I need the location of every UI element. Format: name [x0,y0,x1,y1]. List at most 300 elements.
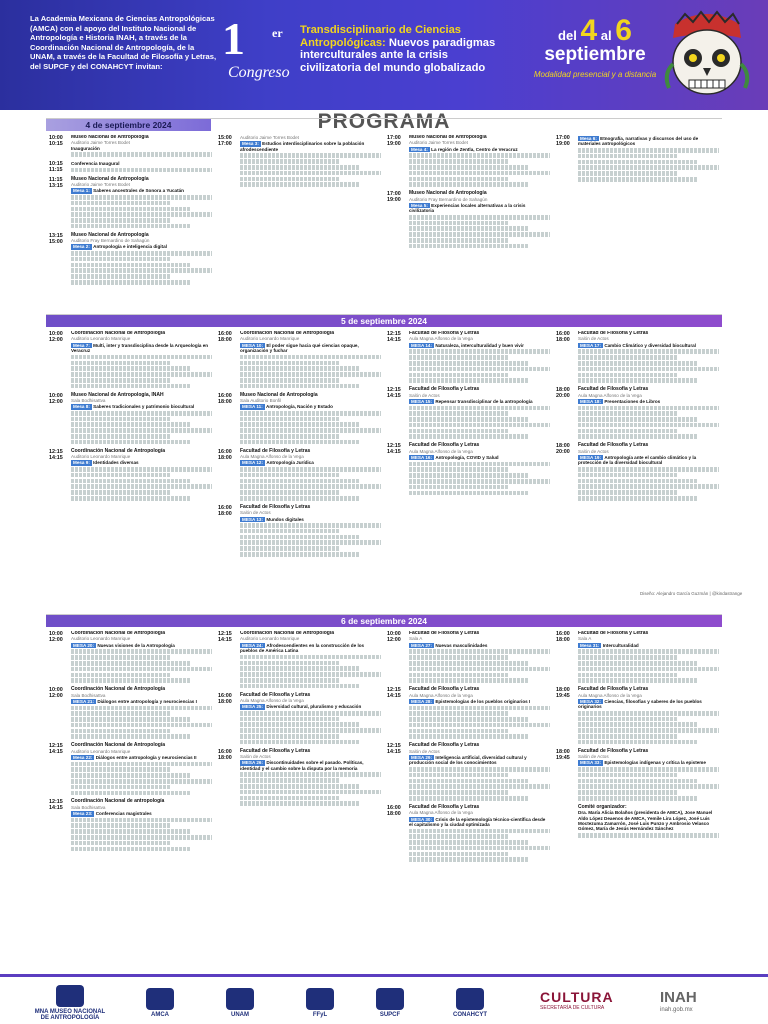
fine-print-line [409,734,529,739]
session-body [409,631,550,684]
fine-print-line [409,177,508,182]
fine-print-line [409,473,529,478]
session-time: 12:15 14:15 [387,331,401,343]
fine-print-line [71,268,212,273]
program-column [384,331,553,561]
program-session [387,743,550,802]
session-body [578,387,719,440]
program-session [49,135,212,158]
fine-print-line [578,490,677,495]
session-body [240,449,381,502]
fine-print-line [240,479,360,484]
mesa-title: Antropología Jurídica [266,460,314,466]
mesa-badge: MESA 24: [242,642,264,648]
day-section-2 [46,314,722,594]
fine-print-line [71,467,212,472]
fine-print-line [578,667,719,672]
mesa-title: Antropología, Nación y Estado [266,404,333,410]
program-session [556,749,719,802]
fine-print-line [578,496,698,501]
session-body [240,505,381,558]
fine-print-line [71,841,170,846]
fine-print-line [71,168,212,173]
session-venue: Facultad de Filosofía y Letras [240,747,311,754]
fine-print-line [409,779,529,784]
fine-print-line [240,496,360,501]
fine-print-line [71,422,191,427]
program-column [215,331,384,561]
fine-print-line [578,773,677,778]
session-venue: Coordinación Nacional de antropología [71,798,165,805]
session-room: Salón de Actos [578,336,609,342]
fine-print-line [240,177,339,182]
session-room: Salón de Actos [409,392,440,398]
session-room: Aula Magna Alfonso de la Vega [240,454,304,459]
mesa-title: Mundos digitales [266,516,304,522]
fine-print-line [409,767,550,772]
footer-logo [130,985,190,1021]
fine-print-line [240,796,339,801]
session-time: 12:15 14:15 [387,443,401,456]
skull-mask-illustration [655,4,759,108]
mesa-title: Antropología ante el cambio climático y la protección de la diversidad biocultural [578,455,697,466]
program-column [46,331,215,561]
session-room: Auditorio Leonardo Manrique [71,636,131,642]
mesa-badge: MESA 17: [580,342,602,348]
mna-logo-mark [56,985,84,1007]
fine-print-line [409,661,529,666]
session-venue: Museo Nacional de Antropología [71,135,149,140]
fine-print-line [409,182,529,187]
mesa-title: Diálogos entre antropología y neurociencias II [95,755,197,760]
fine-print-line [578,417,698,422]
fine-print-line [578,378,698,383]
program-session [556,687,719,746]
fine-print-line [409,153,550,158]
session-room: Aula Magna Alfonso de la Vega [409,692,473,698]
fine-print-line [240,355,381,360]
fine-print-line [409,796,529,801]
fine-print-line [71,767,170,772]
fine-print-line [409,491,529,496]
session-time: 16:00 18:00 [556,331,570,343]
session-body [409,443,550,496]
session-mesa [240,759,381,771]
session-time: 16:00 18:00 [218,504,232,517]
fine-print-line [71,706,212,711]
session-time: 18:00 19:45 [556,687,570,700]
fine-print-line [240,428,381,433]
fine-print-line [409,485,508,490]
mesa-badge: Mesa 3: [242,141,259,147]
session-room: Salón de Actos [240,510,271,516]
footer-logos [0,974,768,1024]
header-banner [0,0,768,110]
fine-print-line [71,823,170,828]
session-room: Sala Bodhisattva [71,804,106,810]
supcf-logo-mark [376,988,404,1010]
fine-print-line [578,734,677,739]
mesa-title: Etnografía, narrativas y discursos del uso de materiales antropológicos [578,136,699,147]
program-session [218,393,381,446]
session-mesa [409,146,550,152]
event-title-rest: Nuevos paradigmas interculturales ante la crisis civilizatoria del mundo globalizado [300,36,496,74]
session-room: Salón de Actos [578,754,609,759]
session-room: Sala Bodhisattva [71,397,106,403]
fine-print-line [578,767,719,772]
mesa-badge: Mesa 1: [73,188,90,194]
fine-print-line [71,207,191,212]
fine-print-line [71,417,170,422]
session-mesa [71,342,212,354]
fine-print-line [240,678,339,683]
program-session [387,687,550,740]
fine-print-line [71,655,170,660]
program-column [553,135,722,289]
session-venue: Facultad de Filosofía y Letras [409,803,480,810]
session-body [578,331,719,384]
fine-print-line [240,717,339,722]
session-venue: Comité organizador: [578,803,627,810]
session-time: 10:15 11:15 [49,161,63,174]
fine-print-line [71,673,170,678]
fine-print-line [240,535,360,540]
mesa-badge: MESA 14: [411,342,433,348]
mesa-badge: MESA 20: [73,642,95,648]
session-room: Aula Magna Alfonso de la Vega [578,692,642,698]
fine-print-line [71,411,212,416]
program-column [553,631,722,866]
session-mesa [71,243,212,249]
session-room: Auditorio Fray Bernardino de Sahagún [71,238,150,244]
fine-print-line [409,423,550,428]
mesa-badge: MESA 18: [580,398,602,404]
program-session [556,631,719,684]
fine-print-line [71,361,170,366]
mesa-badge: MESA 25: [242,704,264,710]
mesa-title: Conferencias magistrales [95,811,152,817]
fine-print-line [71,434,170,439]
session-venue: Facultad de Filosofía y Letras [409,742,480,749]
day-columns [46,627,722,866]
footer-logo [290,985,350,1021]
session-room: Salón de Actos [578,448,609,454]
fine-print-line [240,361,339,366]
fine-print-line [578,349,719,354]
day-label: 4 de septiembre 2024 [46,119,211,131]
mesa-badge: MESA 32: [580,698,602,704]
session-body [578,805,719,839]
session-body [71,177,212,230]
program-column [384,135,553,289]
session-mesa [71,642,212,648]
mesa-title: Inteligencia artificial, diversidad cultural y producción social de los conocimientos [409,755,527,766]
fine-print-line [240,529,339,534]
session-time: 10:00 12:00 [49,331,63,343]
program-title: PROGRAMA [317,110,451,133]
session-time: 16:00 18:00 [218,448,232,461]
fine-print-line [578,148,719,153]
program-column [215,135,384,289]
session-body [71,233,212,286]
mesa-title: El poder sigue hacia qué ciencias opaque, organización y fuchar [240,342,359,354]
intro-text: La Academia Mexicana de Ciencias Antropológicas (AMCA) con el apoyo del Instituto Nacional de Antropología e Historia INAH, a través de la Coordinación Nacional de Antropología, de la UNAM, a través de la Facultad de Filosofía y Letras, del SUPCF y del CONAHCYT invitan: [30,14,217,71]
logo-word: Congreso [228,64,290,81]
session-time: 12:15 14:15 [49,448,63,461]
fine-print-line [409,361,529,366]
footer-logo-text: UNAM [231,1012,249,1018]
session-mesa [578,454,719,466]
session-venue: Museo Nacional de Antropología [409,135,487,140]
fine-print-line [71,251,212,256]
session-venue: Coordinación Nacional de Antropología [71,742,165,749]
session-venue: Coordinación Nacional de Antropología [71,447,165,454]
mesa-badge: MESA 13: [242,516,264,522]
session-time: 17:00 19:00 [387,135,401,147]
fine-print-line [578,740,698,745]
fine-print-line [240,153,381,158]
session-mesa [409,202,550,214]
fine-print-line [409,852,508,857]
mesa-badge: Mesa 2: [73,244,90,250]
fine-print-line [409,846,550,851]
fine-print-line [409,655,508,660]
session-body [71,449,212,502]
session-time: 16:00 18:00 [218,748,232,761]
fine-print-line [409,367,550,372]
fine-print-line [578,784,719,789]
session-mesa [240,516,381,522]
session-venue: Facultad de Filosofía y Letras [578,631,649,636]
session-room: Auditorio Jaime Torres Bodet [71,140,130,146]
session-room: Sala A [409,636,423,642]
event-dates [530,14,660,79]
mesa-title: Presentaciones de Libros [604,398,661,404]
fine-print-line [578,154,677,159]
fine-print-line [71,152,212,157]
fine-print-line [578,355,677,360]
program-column [384,631,553,866]
session-venue: Coordinación Nacional de Antropología [71,331,165,336]
mesa-title: Identidades diversas [93,460,139,466]
mesa-title: Crisis de la epistemología técnico-científica desde el capitalismo y la ciudad optimizada [409,816,546,827]
fine-print-line [578,790,677,795]
program-session [556,387,719,440]
session-body [71,135,212,158]
session-venue: Facultad de Filosofía y Letras [409,686,480,693]
session-time: 13:15 15:00 [49,232,63,245]
session-mesa [409,642,550,648]
session-time: 10:00 12:00 [387,631,401,643]
session-room: Aula Magna Alfonso de la Vega [409,336,473,342]
mesa-title: Afrodescendientes en la construcción de los pueblos de América Latina [240,642,365,654]
mesa-badge: Mesa 5: [411,202,428,208]
session-text: Inauguración [71,145,100,151]
session-room: Auditorio Jaime Torres Bodet [409,140,468,146]
program-session [387,387,550,440]
mesa-badge: MESA 27: [411,642,433,648]
session-time: 12:15 14:15 [387,387,401,400]
fine-print-line [409,840,529,845]
session-venue: Facultad de Filosofía y Letras [240,447,311,454]
fine-print-line [409,784,550,789]
mesa-title: Saberes tradicionales y patrimonio biocultural [93,404,195,410]
fine-print-line [240,740,360,745]
session-venue: Facultad de Filosofía y Letras [578,686,649,693]
fine-print-line [578,160,698,165]
program-session [49,233,212,286]
fine-print-line [409,717,529,722]
session-body [71,687,212,740]
session-mesa [578,135,719,147]
session-mesa [578,342,719,348]
session-time: 10:00 12:00 [49,687,63,700]
mesa-badge: Mesa 9: [73,460,90,466]
fine-print-line [71,729,170,734]
fine-print-line [240,467,381,472]
fine-print-line [240,661,339,666]
session-venue: Museo Nacional de Antropología [240,391,318,398]
session-mesa [240,642,381,654]
footer-logo [430,985,510,1021]
fine-print-line [409,429,508,434]
fine-print-line [71,723,212,728]
fine-print-line [578,373,677,378]
fine-print-line [71,378,170,383]
fine-print-line [71,195,212,200]
mesa-badge: MESA 16: [411,455,433,460]
fine-print-line [578,434,698,439]
session-room: Sala A [578,636,592,642]
fine-print-line [578,479,698,484]
fine-print-line [578,177,698,182]
program-session [49,799,212,852]
mesa-title: La región de Zentla, Centro de Veracruz [431,146,518,152]
session-body [578,687,719,746]
mesa-title: Saberes ancestrales de Sonora a Yucatán [93,188,184,194]
session-venue: Coordinación Nacional de Antropología [71,686,165,693]
program-session [49,161,212,173]
fine-print-line [71,212,212,217]
session-room: Aula Magna Alfonso de la Vega [240,697,304,703]
session-body [578,749,719,802]
session-mesa [409,454,550,460]
mesa-title: Interculturalidad [602,642,639,648]
session-room: Aula Magna Alfonso de la Vega [409,810,473,816]
fine-print-line [71,257,170,262]
session-time: 10:00 12:00 [49,392,63,405]
session-time: 17:00 19:00 [556,135,570,147]
session-mesa [71,754,212,760]
fine-print-line [71,661,191,666]
event-title [300,24,510,74]
design-credit: Diseño: Alejandro García Guzmán | @kindastrange [640,591,743,596]
mesa-badge: MESA 12: [242,460,264,466]
program-session [49,687,212,740]
fine-print-line [71,479,191,484]
program-session [218,749,381,808]
mesa-badge: Mesa 22: [73,755,93,760]
session-body [240,693,381,746]
session-mesa [409,342,550,348]
fine-print-line [240,417,339,422]
session-body [240,135,381,188]
session-venue: Museo Nacional de Antropología [409,190,487,197]
fine-print-line [240,666,360,671]
program-column [215,631,384,866]
footer-logo [360,985,420,1021]
session-mesa [578,642,719,648]
inah-url[interactable]: inah.gob.mx [660,1007,693,1013]
fine-print-line [409,171,550,176]
fine-print-line [409,349,550,354]
session-body [71,161,212,173]
session-time: 18:00 20:00 [556,443,570,456]
program-session [49,631,212,684]
mesa-badge: MESA 26: [242,760,264,766]
session-room: Auditorio Jaime Torres Bodet [240,135,299,140]
session-mesa [409,698,550,704]
mesa-title: Naturaleza, interculturalidad y buen vivir [435,342,524,348]
fine-print-line [409,667,550,672]
fine-print-line [240,801,360,806]
fine-print-line [71,496,191,501]
fine-print-line [578,165,719,170]
fine-print-line [71,218,170,223]
footer-logo-text: AMCA [151,1012,169,1018]
session-body [409,331,550,384]
program-session [49,743,212,796]
mesa-title: Repensar transdisciplinar de la antropología [435,398,533,404]
fine-print-line [578,779,698,784]
session-body [71,631,212,684]
session-room: Salón de Actos [240,754,271,759]
fine-print-line [578,717,677,722]
event-title-lead: Transdisciplinario de Ciencias Antropológicas: [300,24,462,49]
fine-print-line [71,355,212,360]
session-room: Auditorio Leonardo Manrique [71,336,131,342]
fine-print-line [578,473,677,478]
session-body [578,443,719,502]
session-venue: Facultad de Filosofía y Letras [240,503,311,510]
mesa-title: Nuevas masculinidades [435,642,488,648]
fine-print-line [71,785,170,790]
fine-print-line [409,378,529,383]
fine-print-line [240,523,381,528]
mesa-title: Cambio Climático y diversidad biocultural [604,342,696,348]
footer-logo [210,985,270,1021]
dates-prefix: del [558,28,577,43]
mesa-badge: MESA 33: [580,760,602,766]
fine-print-line [71,372,212,377]
fine-print-line [578,361,698,366]
fine-print-line [409,215,550,220]
session-venue: Facultad de Filosofía y Letras [578,331,649,336]
fine-print-line [71,224,191,229]
session-mesa [240,140,381,152]
program-session [218,331,381,390]
session-time: 11:15 13:15 [49,176,63,189]
logo-number: 1 [222,13,243,64]
fine-print-line [71,667,212,672]
fine-print-line [71,791,191,796]
session-time: 16:00 18:00 [218,331,232,343]
fine-print-line [71,711,170,716]
session-venue: Museo Nacional de Antropología, INAH [71,391,164,398]
fine-print-line [71,263,191,268]
fine-print-line [578,678,698,683]
fine-print-line [240,734,339,739]
